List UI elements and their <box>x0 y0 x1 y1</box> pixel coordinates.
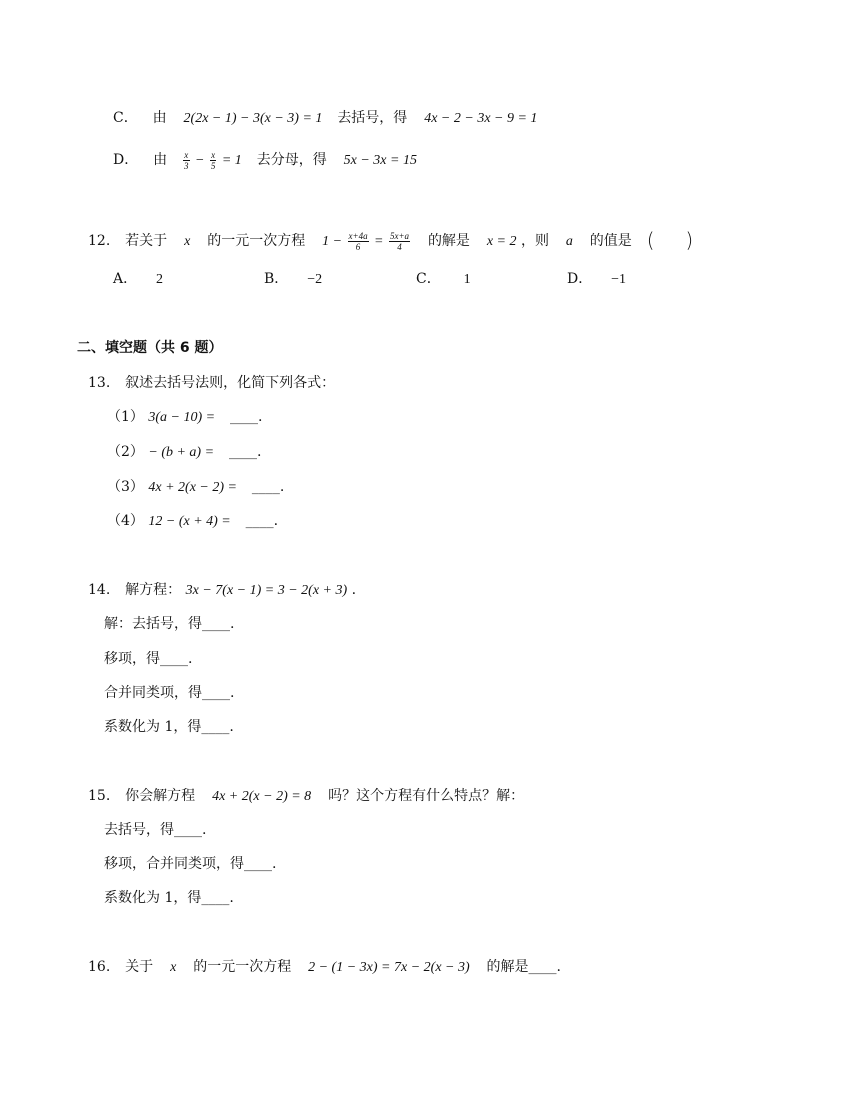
answer-blank: ____. <box>228 444 262 460</box>
question-text: 的解是____. <box>486 959 561 975</box>
option-letter: D． <box>113 152 139 168</box>
section-heading: 二、填空题（共 6 题） <box>77 340 223 356</box>
q16-stem <box>88 957 561 977</box>
math-expression: 2 − (1 − 3x) = 7x − 2(x − 3) <box>308 960 470 975</box>
math-expression: 4x + 2(x − 2) = 8 <box>212 789 312 804</box>
math-expression: = 1 <box>221 153 242 168</box>
answer-blank: ____. <box>230 409 263 425</box>
q11-option-c <box>113 108 537 128</box>
option-letter: C． <box>416 271 441 287</box>
math-expression: 5x − 3x = 15 <box>343 153 417 168</box>
question-text: 叙述去括号法则，化简下列各式： <box>125 375 336 391</box>
q15-stem <box>88 786 524 806</box>
question-number: 16. <box>88 959 111 975</box>
option-letter: B． <box>264 271 289 287</box>
question-number: 14. <box>88 582 111 598</box>
math-operator: − <box>195 153 205 168</box>
math-operator: = <box>374 234 384 249</box>
option-value: 1 <box>463 272 471 287</box>
math-expression: − (b + a) = <box>148 445 215 460</box>
question-number: 15. <box>88 788 111 804</box>
q13-stem <box>88 373 335 393</box>
item-label: （3） <box>107 479 144 495</box>
math-expression: x = 2 <box>486 234 517 249</box>
item-label: （2） <box>107 444 144 460</box>
question-number: 12. <box>88 233 111 249</box>
q12-option-c <box>416 269 471 289</box>
math-expression: 1 − <box>322 234 343 249</box>
question-text: 若关于 <box>125 233 168 249</box>
option-value: −1 <box>611 272 627 287</box>
question-text: 你会解方程 <box>125 788 196 804</box>
answer-blank: ____. <box>245 513 279 529</box>
q14-step-4: 系数化为 1，得____. <box>104 719 234 735</box>
q11-option-d <box>113 147 417 173</box>
q14-step-1: 解：去括号，得____. <box>104 616 235 632</box>
fraction: $\frac{x}{5}$ <box>210 149 216 171</box>
answer-bracket-close: ) <box>685 228 694 252</box>
q13-item-4 <box>107 511 278 531</box>
q13-item-1 <box>107 407 262 427</box>
q12-stem <box>88 227 693 253</box>
q12-option-b <box>264 269 322 289</box>
option-letter: A． <box>113 271 138 287</box>
option-text: 由 <box>152 110 167 126</box>
option-text: 去分母，得 <box>256 152 327 168</box>
math-variable: x <box>184 234 191 249</box>
item-label: （1） <box>107 409 144 425</box>
math-expression: 3(a − 10) = <box>148 410 216 425</box>
q12-option-d <box>567 269 626 289</box>
option-letter: D． <box>567 271 593 287</box>
option-text: 由 <box>153 152 168 168</box>
fraction: $\frac{x+4a}{6}$ <box>348 230 368 252</box>
answer-bracket-open: ( <box>646 228 655 252</box>
math-expression: 4x − 2 − 3x − 9 = 1 <box>424 111 538 126</box>
math-expression: 12 − (x + 4) = <box>148 514 231 529</box>
math-expression: 2(2x − 1) − 3(x − 3) = 1 <box>183 111 323 126</box>
question-text: 的一元一次方程 <box>193 959 292 975</box>
q14-step-2: 移项，得____. <box>104 651 193 667</box>
option-text: 去括号，得 <box>337 110 408 126</box>
option-letter: C． <box>113 110 138 126</box>
q15-step-3: 系数化为 1，得____. <box>104 890 234 906</box>
q13-item-2 <box>107 442 261 462</box>
fraction: $\frac{x}{3}$ <box>184 149 189 171</box>
question-text: ，则 <box>520 233 549 249</box>
question-text: 解方程： <box>125 582 182 598</box>
item-label: （4） <box>107 513 144 529</box>
question-text: 吗？这个方程有什么特点？解： <box>328 788 525 804</box>
q12-option-a <box>113 269 163 289</box>
math-variable: x <box>170 960 177 975</box>
q13-item-3 <box>107 477 284 497</box>
option-value: 2 <box>156 272 164 287</box>
math-expression: 4x + 2(x − 2) = <box>148 480 237 495</box>
question-text: 的一元一次方程 <box>207 233 306 249</box>
q15-step-1: 去括号，得____. <box>104 822 207 838</box>
math-expression: 3x − 7(x − 1) = 3 − 2(x + 3) <box>185 583 348 598</box>
q14-stem <box>88 580 356 600</box>
q15-step-2: 移项，合并同类项，得____. <box>104 856 277 872</box>
math-variable: a <box>565 234 573 249</box>
question-text: 的解是 <box>427 233 470 249</box>
question-text: 关于 <box>125 959 154 975</box>
q14-step-3: 合并同类项，得____. <box>104 685 235 701</box>
question-text: 的值是 <box>589 233 632 249</box>
answer-blank: ____. <box>251 479 285 495</box>
fraction: $\frac{5x+a}{4}$ <box>389 230 410 252</box>
question-text: . <box>351 582 357 598</box>
option-value: −2 <box>307 272 323 287</box>
question-number: 13. <box>88 375 111 391</box>
